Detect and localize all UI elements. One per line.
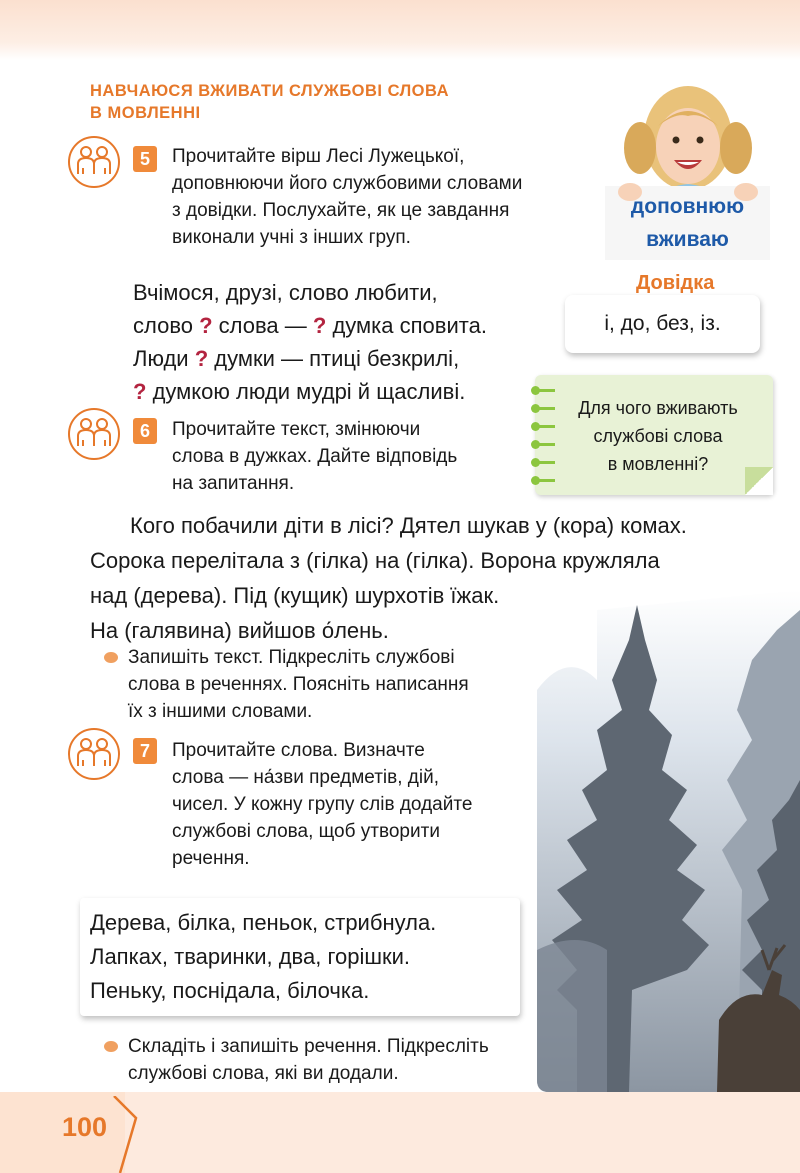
note-binding-icon	[537, 479, 555, 482]
poem-line-1: Вчімося, друзі, слово любити,	[133, 280, 438, 305]
poem-text: думкою люди мудрі й щасливі.	[146, 379, 466, 404]
poem-text: слово	[133, 313, 200, 338]
note-text	[548, 394, 768, 478]
gap-mark: ?	[312, 313, 327, 338]
top-band	[0, 0, 800, 60]
task-7-line-1: Прочитайте слова. Визначте	[172, 740, 425, 761]
poem-line-4	[133, 375, 487, 408]
card-line-2: вживаю	[646, 228, 729, 251]
story-line-4: На (галявина) вийшов о́лень.	[90, 618, 389, 643]
task-6-bullet	[128, 644, 528, 725]
forest-illustration	[537, 590, 800, 1092]
gap-mark: ?	[199, 313, 213, 338]
poem	[133, 276, 487, 408]
group-work-icon	[68, 136, 120, 188]
section-heading-line2: В МОВЛЕННІ	[90, 104, 201, 122]
story-line-3: над (дерева). Під (кущик) шурхотів їжак.	[90, 583, 500, 608]
task-7-bullet	[128, 1033, 528, 1087]
poem-text: слова —	[212, 313, 313, 338]
task-5-line-1: Прочитайте вірш Лесі Лужецької,	[172, 146, 465, 167]
note-line-1: Для чого вживають	[578, 398, 738, 418]
word-group-1: Дерева, білка, пеньок, стрибнула.	[90, 910, 437, 935]
task-6-bullet-line-1: Запишіть текст. Підкресліть службові	[128, 647, 455, 668]
note-line-2: службові слова	[593, 426, 723, 446]
story-line-1: Кого побачили діти в лісі? Дятел шукав у (кора) комах.	[130, 513, 687, 538]
task-5-line-2: доповнюючи його службовими словами	[172, 173, 523, 194]
task-5-line-3: з довідки. Послухайте, як це завдання	[172, 200, 510, 221]
story-line-2: Сорока перелітала з (гілка) на (гілка). Ворона кружляла	[90, 548, 660, 573]
poem-text: думка сповита.	[326, 313, 487, 338]
poem-text: Люди	[133, 346, 195, 371]
task-5-instruction	[172, 143, 572, 251]
task-6-number: 6	[133, 418, 157, 444]
poem-line-2	[133, 309, 487, 342]
page-number: 100	[62, 1112, 108, 1142]
gap-mark: ?	[194, 346, 209, 371]
page-corner-icon	[110, 1096, 140, 1173]
task-7-line-4: службові слова, щоб утворити	[172, 821, 440, 842]
section-heading	[90, 80, 449, 124]
note-binding-icon	[537, 389, 555, 392]
task-7-line-5: речення.	[172, 848, 250, 869]
task-6-bullet-line-3: їх з іншими словами.	[128, 701, 313, 722]
card-line-1: доповнюю	[630, 195, 745, 218]
task-6-instruction	[172, 416, 500, 497]
word-group-2: Лапках, тваринки, два, горішки.	[90, 944, 411, 969]
task-7-bullet-line-2: службові слова, які ви додали.	[128, 1063, 399, 1084]
dovidka-box: і, до, без, із.	[565, 295, 760, 353]
task-5-number: 5	[133, 146, 157, 172]
sidebar-card	[600, 190, 775, 256]
task-6-line-1: Прочитайте текст, змінюючи	[172, 419, 421, 440]
poem-line-3	[133, 342, 487, 375]
gap-mark: ?	[133, 379, 147, 404]
task-6-bullet-line-2: слова в реченнях. Поясніть написання	[128, 674, 469, 695]
bullet-dot-icon	[104, 1041, 118, 1052]
task-6-line-2: слова в дужках. Дайте відповідь	[172, 446, 458, 467]
task-5-line-4: виконали учні з інших груп.	[172, 227, 411, 248]
word-group-3: Пеньку, поснідала, білочка.	[90, 978, 370, 1003]
task-7-line-2: слова — на́зви предметів, дій,	[172, 767, 439, 788]
word-groups-box	[80, 898, 520, 1016]
bullet-dot-icon	[104, 652, 118, 663]
task-7-instruction	[172, 737, 520, 872]
note-line-3: в мовленні?	[607, 454, 709, 474]
bottom-band-light	[125, 1092, 800, 1173]
task-7-line-3: чисел. У кожну групу слів додайте	[172, 794, 473, 815]
section-heading-line1: НАВЧАЮСЯ ВЖИВАТИ СЛУЖБОВІ СЛОВА	[90, 82, 450, 100]
group-work-icon	[68, 728, 120, 780]
task-7-bullet-line-1: Складіть і запишіть речення. Підкресліть	[128, 1036, 489, 1057]
dovidka-title: Довідка	[636, 272, 715, 294]
task-6-line-3: на запитання.	[172, 473, 295, 494]
poem-text: думки — птиці безкрилі,	[208, 346, 460, 371]
group-work-icon	[68, 408, 120, 460]
task-7-number: 7	[133, 738, 157, 764]
